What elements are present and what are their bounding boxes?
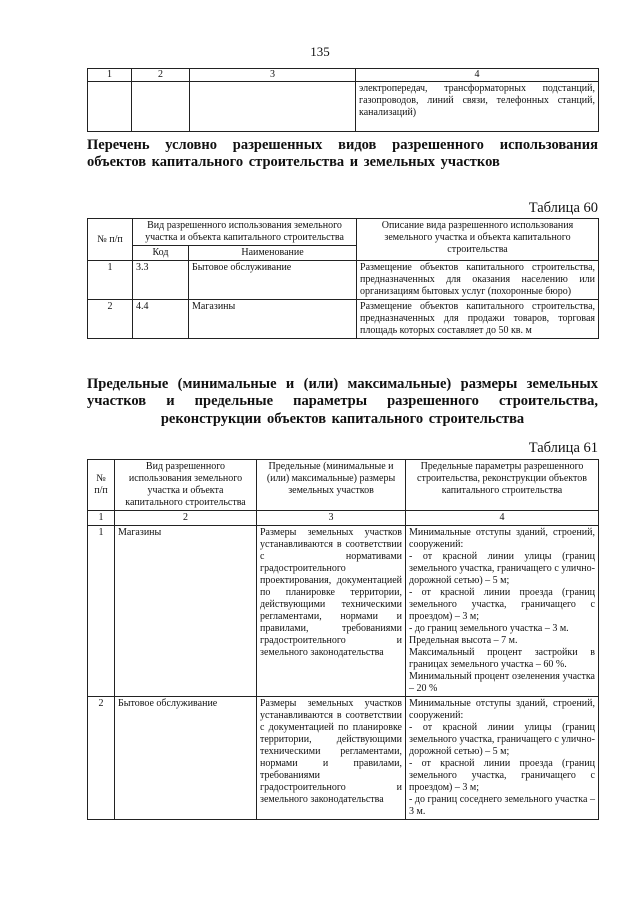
column-number: 4: [406, 511, 599, 526]
table-label: Таблица 61: [528, 440, 598, 456]
table-row: [88, 82, 599, 132]
row-num: 1: [88, 526, 115, 697]
row-params: [406, 526, 599, 697]
row-num: 2: [88, 300, 133, 339]
param-line: - до границ соседнего земельного участка – 3 м.: [409, 794, 595, 817]
header-type: Вид разрешенного использования земельного участка и объекта капитального строительства: [115, 460, 257, 511]
header-params: Предельные параметры разрешенного строительства, реконструкции объектов капитального строительства: [406, 460, 599, 511]
column-number: 2: [115, 511, 257, 526]
table-column-numbers: [88, 511, 599, 526]
table-cell: [88, 82, 132, 132]
row-sizes: Размеры земельных участков устанавливаются в соответствии с нормативами градостроительного проектирования, документацией по планировке территории, действующими техническими регламентами, нормами и правилами, требованиями градостроительного и земельного законодательства: [257, 526, 406, 697]
header-name: Наименование: [189, 246, 357, 261]
row-params: [406, 697, 599, 820]
header-group: Вид разрешенного использования земельного участка и объекта капитального строительства: [133, 219, 357, 246]
table-60: [87, 218, 599, 339]
section-heading: Перечень условно разрешенных видов разрешенного использования объектов капитального строительства и земельных участков: [87, 137, 598, 171]
column-number: 1: [88, 69, 132, 82]
param-line: - от красной линии улицы (границ земельного участка, граничащего с улично-дорожной сетью) – 5 м;: [409, 551, 595, 586]
param-line: Минимальные отступы зданий, строений, сооружений:: [409, 698, 595, 721]
column-number: 1: [88, 511, 115, 526]
row-sizes: Размеры земельных участков устанавливаются в соответствии с документацией по планировке территории, действующими техническими регламентами, нормами и правилами, требованиями градостроительного и земельного законодательства: [257, 697, 406, 820]
row-name: Магазины: [189, 300, 357, 339]
page-number: 135: [310, 44, 330, 59]
param-line: Минимальный процент озеленения участка – 20 %: [409, 671, 595, 694]
row-name: Бытовое обслуживание: [189, 261, 357, 300]
param-line: - от красной линии улицы (границ земельного участка, граничащего с улично-дорожной сетью) – 5 м;: [409, 722, 595, 757]
param-line: - до границ земельного участка – 3 м.: [409, 623, 569, 634]
header-sizes: Предельные (минимальные и (или) максимальные) размеры земельных участков: [257, 460, 406, 511]
row-num: 1: [88, 261, 133, 300]
column-number: 4: [356, 69, 599, 82]
table-row: [88, 261, 599, 300]
table-header-row: [88, 219, 599, 246]
header-description: Описание вида разрешенного использования земельного участка и объекта капитального строительства: [357, 219, 599, 261]
table-cell: [132, 82, 190, 132]
table-cell: [190, 82, 356, 132]
param-line: - от красной линии проезда (границ земельного участка, граничащего с проездом) – 3 м;: [409, 758, 595, 793]
row-description: Размещение объектов капитального строительства, предназначенных для продажи товаров, торговая площадь которых составляет до 50 кв. м: [357, 300, 599, 339]
header-num: № п/п: [88, 460, 115, 511]
table-column-numbers: [88, 69, 599, 82]
param-line: Максимальный процент застройки в границах земельного участка – 60 %.: [409, 647, 595, 670]
table-row: [88, 526, 599, 697]
header-code: Код: [133, 246, 189, 261]
header-num: № п/п: [88, 219, 133, 261]
table-row: [88, 697, 599, 820]
row-code: 3.3: [133, 261, 189, 300]
param-line: Предельная высота – 7 м.: [409, 635, 518, 646]
column-number: 3: [190, 69, 356, 82]
table-61: [87, 459, 599, 820]
table-header-row: [88, 460, 599, 511]
column-number: 3: [257, 511, 406, 526]
continuation-table: [87, 68, 599, 132]
table-cell: электропередач, трансформаторных подстанций, газопроводов, линий связи, телефонных станций, канализаций): [356, 82, 599, 132]
table-label: Таблица 60: [528, 200, 598, 216]
param-line: - от красной линии проезда (границ земельного участка, граничащего с проездом) – 3 м;: [409, 587, 595, 622]
row-num: 2: [88, 697, 115, 820]
row-description: Размещение объектов капитального строительства, предназначенных для оказания населению или организациям бытовых услуг (похоронные бюро): [357, 261, 599, 300]
table-row: [88, 300, 599, 339]
row-type: Бытовое обслуживание: [115, 697, 257, 820]
row-type: Магазины: [115, 526, 257, 697]
section-heading: Предельные (минимальные и (или) максимальные) размеры земельных участков и предельные параметры разрешенного строительства, реконструкции объектов капитального строительства: [87, 376, 598, 427]
param-line: Минимальные отступы зданий, строений, сооружений:: [409, 527, 595, 550]
row-code: 4.4: [133, 300, 189, 339]
column-number: 2: [132, 69, 190, 82]
